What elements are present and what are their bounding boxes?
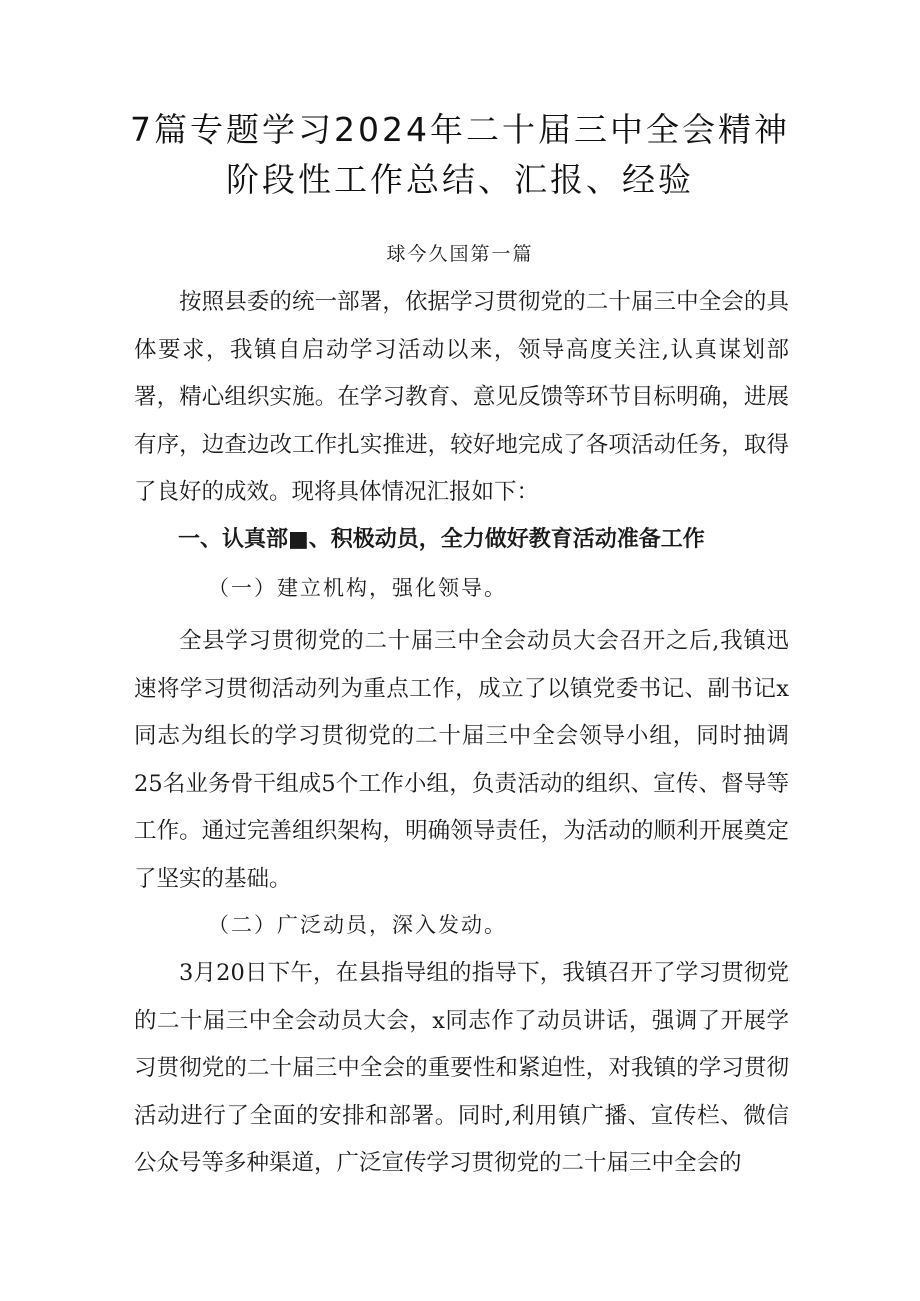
section-heading-1: 一、认真部■、积极动员，全力做好教育活动准备工作 xyxy=(178,527,705,552)
subsection-2-paragraph: 3月20日下午，在县指导组的指导下，我镇召开了学习贯彻党的二十届三中全会动员大会，x同志作了动员讲话，强调了开展学习贯彻党的二十届三中全会的重要性和紧迫性，对我镇的学习贯彻活动进行了全面的安排和部署。同时,利用镇广播、宣传栏、微信公众号等多种渠道，广泛宣传学习贯彻党的二十届三中全会的 xyxy=(134,960,789,1176)
subsection-heading-2: （二）广泛动员，深入发动。 xyxy=(208,913,507,937)
intro-paragraph: 按照县委的统一部署，依据学习贯彻党的二十届三中全会的具体要求，我镇自启动学习活动以来，领导高度关注,认真谋划部署，精心组织实施。在学习教育、意见反馈等环节目标明确，进展有序，边查边改工作扎实推进，较好地完成了各项活动任务，取得了良好的成效。现将具体情况汇报如下： xyxy=(134,289,789,505)
document-title-line-2: 阶段性工作总结、汇报、经验 xyxy=(226,160,694,199)
subsection-1-paragraph: 全县学习贯彻党的二十届三中全会动员大会召开之后,我镇迅速将学习贯彻活动列为重点工作，成立了以镇党委书记、副书记x同志为组长的学习贯彻党的二十届三中全会领导小组，同时抽调25名业务骨干组成5个工作小组，负责活动的组织、宣传、督导等工作。通过完善组织架构，明确领导责任，为活动的顺利开展奠定了坚实的基础。 xyxy=(134,628,789,892)
document-title-line-1: 7篇专题学习2024年二十届三中全会精神 xyxy=(130,110,790,149)
chapter-subtitle: 球今久国第一篇 xyxy=(386,243,534,265)
subsection-heading-1: （一）建立机构，强化领导。 xyxy=(208,576,507,600)
